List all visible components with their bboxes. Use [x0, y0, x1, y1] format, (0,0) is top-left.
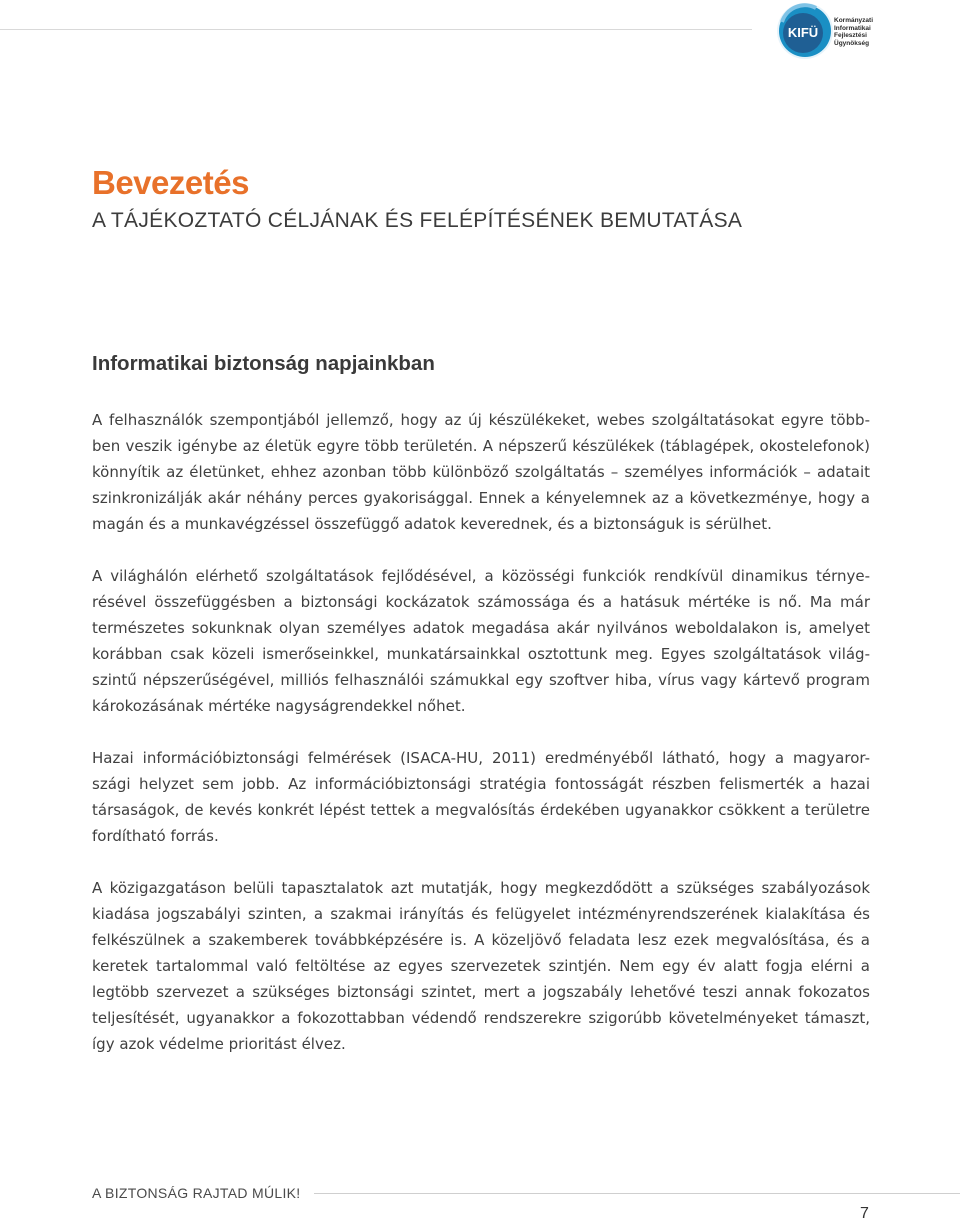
footer-slogan: A BIZTONSÁG RAJTAD MÚLIK! — [92, 1185, 301, 1201]
header-rule — [0, 29, 752, 30]
logo-line: Fejlesztési — [834, 32, 867, 39]
kifu-logo-mark-icon — [776, 2, 834, 60]
logo-agency-name — [834, 17, 873, 47]
logo-line: Kormányzati — [834, 17, 874, 24]
logo-line: Ügynökség — [834, 39, 870, 47]
body-paragraph: A felhasználók szempontjából jellemző, hogy az új készülékeket, webes szolgáltatásokat egyre több-ben veszik igénybe az életük egyre több területén. A népszerű készülékek (táblagépek, okostelefonok) könnyítik az életünket, ehhez azonban több különböző szolgáltatás – személyes információk – adatait szinkronizálják akár néhány perces gyakorisággal. Ennek a kényelemnek az a következménye, hogy a magán és a munkavégzéssel összefüggő adatok keverednek, és a biztonságuk is sérülhet. — [92, 411, 870, 533]
footer-rule — [314, 1193, 960, 1194]
body-paragraph: A világhálón elérhető szolgáltatások fejlődésével, a közösségi funkciók rendkívül dinamikus térnye-résével összefüggésben a biztonsági kockázatok számossága és a hatásuk mértéke is nő. Ma már természetes sokunknak olyan személyes adatok megadása akár nyilvános weboldalakon is, amelyet korábban csak közeli ismerőseinkkel, munkatársainkkal osztottunk meg. Egyes szolgáltatások világ-szintű népszerűségével, milliós felhasználói számukkal egy szoftver hiba, vírus vagy kártevő program károkozásának mértéke nagyságrendekkel nőhet. — [92, 567, 870, 715]
page-number: 7 — [860, 1205, 869, 1222]
section-title: Informatikai biztonság napjainkban — [92, 352, 435, 375]
logo-line: Informatikai — [834, 24, 871, 32]
logo-mark-text: KIFÜ — [787, 25, 819, 40]
body-paragraph: A közigazgatáson belüli tapasztalatok azt mutatják, hogy megkezdődött a szükséges szabályozások kiadása jogszabályi szinten, a szakmai irányítás és felügyelet intézményrendszerének kialakítása és felkészülnek a szakemberek továbbképzésére is. A közeljövő feladata lesz ezek megvalósítása, és a keretek tartalommal való feltöltése az egyes szervezetek szintjén. Nem egy év alatt fogja elérni a legtöbb szervezet a szükséges biztonsági szintet, mert a jogszabály lehetővé teszi annak fokozatos teljesítését, ugyanakkor a fokozottabban védendő rendszerekre szigorúbb követelményeket támaszt, így azok védelme prioritást élvez. — [92, 879, 870, 1053]
body-paragraph: Hazai információbiztonsági felmérések (ISACA-HU, 2011) eredményéből látható, hogy a magyaror-szági helyzet sem jobb. Az információbiztonsági stratégia fontosságát részben felismerték a hazai társaságok, de kevés konkrét lépést tettek a megvalósítás érdekében ugyanakkor csökkent a területre fordítható forrás. — [92, 749, 870, 845]
page-subtitle: A TÁJÉKOZTATÓ CÉLJÁNAK ÉS FELÉPÍTÉSÉNEK BEMUTATÁSA — [92, 209, 743, 232]
kifu-logo — [776, 2, 956, 64]
page-title: Bevezetés — [92, 164, 249, 201]
